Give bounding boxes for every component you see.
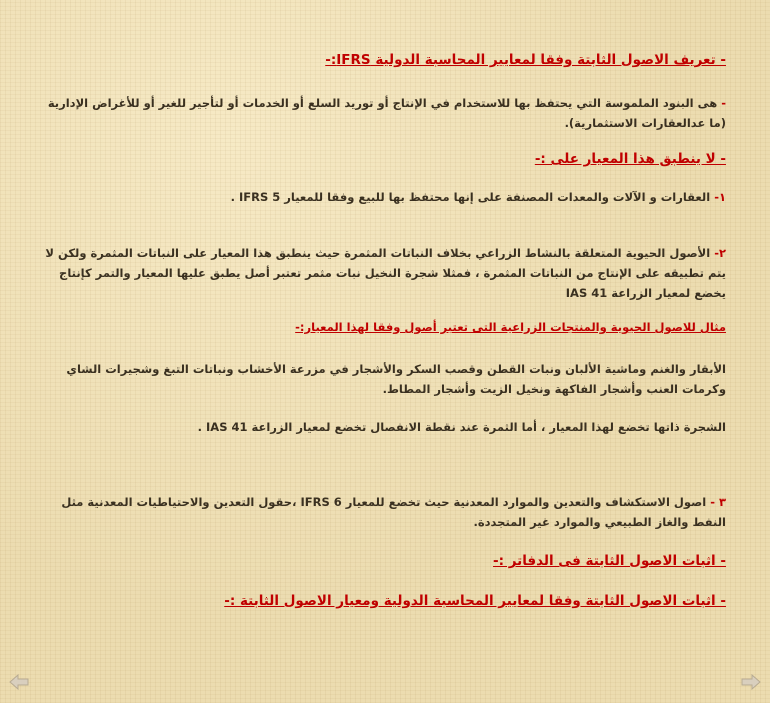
definition-text: هى البنود الملموسة التي يحتفظ بها للاستخدام في الإنتاج أو توريد السلع أو الخدمات أو لتأجير للغير أو للأغراض الإدارية (ما عدالعقارات الاستثمارية). bbox=[47, 96, 726, 130]
list-item-1 bbox=[42, 187, 726, 207]
list-number: ١- bbox=[710, 190, 726, 204]
tree-paragraph: الشجرة ذاتها تخضع لهذا المعيار ، أما الثمرة عند نقطة الانفصال تخضع لمعيار الزراعة IAS 41 . bbox=[197, 420, 726, 434]
list-item-2 bbox=[42, 243, 726, 303]
heading-example: مثال للاصول الحيوية والمنتجات الزراعية التى تعتبر أصول وفقا لهذا المعيار:- bbox=[295, 320, 726, 334]
list-item-text: اصول الاستكشاف والتعدين والموارد المعدنية حيث تخضع للمعيار IFRS 6 ،حقول التعدين والاحتياطيات المعدنية مثل النفط والغاز الطبيعي والموارد غير المتجددة. bbox=[61, 495, 726, 529]
left-arrow-icon bbox=[8, 673, 30, 691]
list-number: ٣ - bbox=[706, 495, 726, 509]
definition-paragraph bbox=[42, 93, 726, 133]
list-number: ٢- bbox=[710, 246, 726, 260]
example-paragraph: الأبقار والغنم وماشية الألبان ونبات القطن وقصب السكر والأشجار في مزرعة الأخشاب ونباتات التبغ وشجيرات الشاي وكرمات العنب وأشجار الفاكهة ونخيل الزيت وأشجار المطاط. bbox=[66, 362, 726, 396]
prev-slide-button[interactable] bbox=[8, 673, 30, 691]
list-item-text: الأصول الحيوية المتعلقة بالنشاط الزراعي بخلاف النباتات المثمرة حيث ينطبق هذا المعيار على النباتات المثمرة ولكن لا يتم تطبيقه على الإنتاج من النباتات المثمرة ، فمثلا شجرة النخيل نبات مثمر تعتبر أصل يطبق عليها المعيار والتمر كإنتاج يخضع لمعيار الزراعة IAS 41 bbox=[45, 246, 726, 300]
list-item-text: العقارات و الآلات والمعدات المصنفة على إنها محتفظ بها للبيع وفقا للمعيار IFRS 5 . bbox=[230, 190, 711, 204]
next-slide-button[interactable] bbox=[740, 673, 762, 691]
heading-not-applicable: - لا ينطبق هذا المعيار على :- bbox=[534, 151, 726, 167]
heading-definition: - تعريف الاصول الثابتة وفقا لمعايير المحاسبة الدولية IFRS:- bbox=[325, 52, 726, 68]
heading-recording: - اثبات الاصول الثابتة فى الدفاتر :- bbox=[493, 553, 726, 569]
right-arrow-icon bbox=[740, 673, 762, 691]
dash-marker: - bbox=[717, 96, 726, 110]
list-item-3 bbox=[42, 492, 726, 532]
heading-recognition: - اثبات الاصول الثابتة وفقا لمعايير المحاسبة الدولية ومعيار الاصول الثابتة :- bbox=[224, 593, 726, 609]
